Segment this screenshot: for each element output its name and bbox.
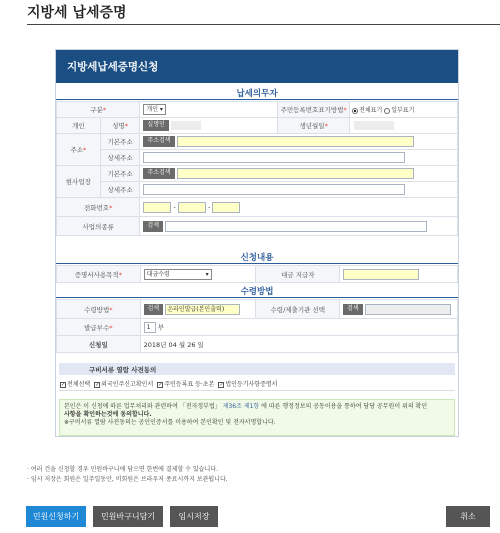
date-value: 2018년 04 월 26 일: [140, 336, 457, 353]
workplace-label: 현사업장: [57, 166, 101, 198]
foreigner-doc-label: 외국인주신고확인서: [101, 381, 154, 388]
phone-separator: -: [208, 203, 211, 211]
receipt-method-input[interactable]: 온라인발급(본인출력): [165, 304, 240, 315]
receipt-method-label: 수령방법*: [57, 300, 141, 319]
taxpayer-table: [56, 101, 458, 236]
section-title-receipt: 수령방법: [240, 287, 274, 297]
bullet-item: · 여러 건을 신청할 경우 민원바구니에 담으면 한번에 결제할 수 있습니다.: [27, 466, 218, 473]
temp-save-button[interactable]: 임시저장: [170, 506, 218, 527]
resident-doc-checkbox[interactable]: ✓: [158, 381, 163, 388]
section-rule: [56, 263, 458, 264]
title-divider: [27, 24, 500, 25]
work-detail-address-input[interactable]: [143, 184, 405, 195]
birth-value: [354, 121, 394, 130]
consent-notice: [59, 399, 455, 436]
select-all-label: 전체선택: [67, 381, 91, 388]
phone-input-2[interactable]: [178, 202, 206, 213]
work-basic-address-label: 기본주소: [100, 166, 140, 182]
purpose-select[interactable]: 대금수령 ▾: [144, 269, 212, 280]
section-rule: [56, 99, 458, 100]
docs-checkbox-row: [59, 376, 455, 391]
purpose-label: 증명서사용목적*: [57, 266, 141, 283]
receipt-table: [56, 299, 458, 353]
corp-doc-checkbox[interactable]: ✓: [219, 381, 224, 388]
detail-address-input[interactable]: [143, 152, 405, 163]
section-title-application: 신청내용: [240, 253, 274, 263]
copies-input[interactable]: 1: [144, 322, 156, 333]
detail-address-label: 상세주소: [100, 150, 140, 166]
name-value: [171, 121, 201, 130]
basic-address-input[interactable]: [177, 136, 414, 147]
notice-footnote: ※구비서류 열람 사전동의는 공인인증서를 이용하여 본인확인 및 전자서명합니다.: [64, 419, 276, 426]
biz-type-label: 사업의종류: [57, 217, 140, 236]
rrn-partial-radio[interactable]: [384, 108, 390, 114]
notice-text: 본인은 이 신청에 따른 업무처리와 관련하여 「전자정부법」: [64, 403, 221, 410]
section-rule: [56, 297, 458, 298]
corp-doc-label: 법인등기사항증명서: [225, 381, 278, 388]
address-search-button[interactable]: 주소검색: [143, 136, 174, 147]
type-select[interactable]: 개인 ▾: [143, 104, 166, 115]
rrn-full-radio[interactable]: [352, 108, 358, 114]
phone-separator: -: [173, 203, 176, 211]
payer-label: 대금 지급자: [256, 266, 340, 283]
individual-label: 개인: [57, 118, 101, 134]
basic-address-label: 기본주소: [100, 134, 140, 150]
chevron-down-icon: ▾: [205, 270, 209, 278]
notice-consent-text: 사항을 확인하는것에 동의합니다.: [64, 411, 152, 418]
notice-text: 에 따른 행정정보의 공동이용을 통하여 담당 공무원이 위의 확인: [261, 403, 428, 410]
resident-doc-label: 주민등록표 등·초본: [164, 381, 215, 388]
rrn-full-label: 전체표기: [359, 107, 383, 114]
application-form: [55, 49, 459, 437]
work-address-search-button[interactable]: 주소검색: [143, 168, 174, 179]
info-bullets: [27, 465, 228, 485]
rrn-method-label: 주민등록번호표기방법*: [278, 102, 350, 118]
law-link[interactable]: 제36조 제1항: [222, 403, 260, 410]
rrn-partial-label: 일부표기: [391, 107, 415, 114]
agency-search-button[interactable]: 검색: [343, 304, 363, 315]
name-verify-button[interactable]: 실명인: [143, 120, 168, 131]
form-header: 지방세납세증명신청: [56, 50, 458, 83]
type-label: 구분*: [57, 102, 140, 118]
biz-type-input[interactable]: [165, 221, 427, 232]
apply-button[interactable]: 민원신청하기: [26, 506, 86, 527]
address-label: 주소*: [57, 134, 101, 166]
name-label: 성명*: [100, 118, 140, 134]
section-title-taxpayer: 납세의무자: [236, 89, 278, 99]
agency-label: 수령/제출기관 선택: [256, 300, 340, 319]
foreigner-doc-checkbox[interactable]: ✓: [95, 381, 100, 388]
receipt-method-search-button[interactable]: 검색: [144, 304, 164, 315]
page-title: 지방세 납세증명: [27, 5, 127, 21]
phone-input-3[interactable]: [212, 202, 240, 213]
copies-unit: 부: [157, 323, 164, 331]
agency-input[interactable]: [365, 304, 451, 315]
biz-type-search-button[interactable]: 검색: [143, 221, 163, 232]
cancel-button[interactable]: 취소: [446, 506, 490, 527]
application-table: [56, 265, 458, 283]
date-label: 신청일: [57, 336, 141, 353]
work-detail-address-label: 상세주소: [100, 182, 140, 198]
copies-label: 발급부수*: [57, 319, 141, 336]
birth-label: 생년월일*: [278, 118, 350, 134]
phone-input-1[interactable]: [143, 202, 171, 213]
phone-label: 전화번호*: [57, 198, 140, 217]
select-all-checkbox[interactable]: ✓: [61, 381, 66, 388]
work-basic-address-input[interactable]: [177, 168, 414, 179]
docs-consent-title: 구비서류 열람 사전동의: [59, 363, 455, 375]
chevron-down-icon: ▾: [159, 106, 163, 113]
add-to-basket-button[interactable]: 민원바구니담기: [93, 506, 163, 527]
bullet-item: · 임시 저장은 회원은 일주일동안, 비회원은 브라우저 종료시까지 보관됩니다.: [27, 476, 228, 483]
payer-input[interactable]: [343, 269, 419, 280]
